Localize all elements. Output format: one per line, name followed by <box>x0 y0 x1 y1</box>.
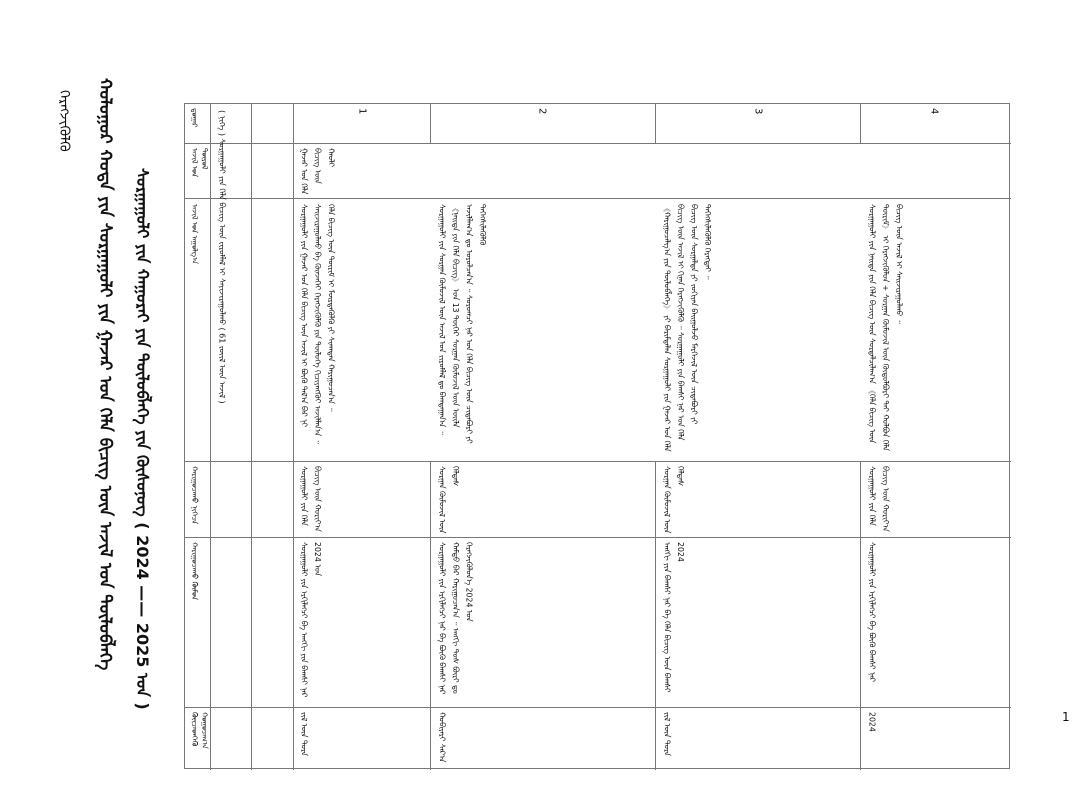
table-divider <box>185 537 1011 538</box>
row-unit: ᠰᠤᠷᠭᠠᠨ ᠬᠦᠮᠦᠵᠢᠯ ᠦᠨ ᠬᠡᠯᠲᠡᠰ <box>437 466 460 534</box>
header-person: ᠬᠠᠷᠢᠭᠤᠴᠠᠬᠤ ᠬᠦᠮᠦᠨ <box>190 542 199 600</box>
header-content: ᠠᠵᠢᠯ ᠤᠨ ᠠᠭᠤᠯᠭ᠎ᠠ <box>190 204 199 264</box>
row-time: ᠵᠢᠯ ᠦᠨ ᠳᠤᠷᠠ <box>662 712 672 756</box>
row-number: 4 <box>928 108 940 115</box>
row-time: ᠵᠢᠯ ᠦᠨ ᠳᠤᠷᠠ <box>299 712 309 756</box>
row-person: ᠰᠤᠷᠭᠠᠭᠤᠯᠢ ᠶᠢᠨ ᠡᠷᠬᠢᠯᠡᠭᠴᠢ ᠪᠠ ᠪᠦᠬᠦ ᠪᠠᠭᠰᠢ ᠨᠠᠷ <box>867 542 877 682</box>
work-plan-table <box>184 103 1010 769</box>
row-number: 2 <box>536 108 548 115</box>
row-number: 1 <box>356 108 368 115</box>
row-divider <box>430 461 431 770</box>
row-divider <box>860 104 861 144</box>
row-divider <box>655 461 656 770</box>
row-content: ᠰᠤᠷᠭᠠᠭᠤᠯᠢ ᠶᠢᠨ ᠭᠠᠵᠠᠷ ᠤᠨ ᠬᠡᠯᠡ ᠪᠢᠴᠢᠭ ᠦᠨ ᠠᠵᠢᠯ ᠢ ᠪᠦᠬᠦ ᠲᠠᠯ᠎ᠠ ᠪᠠᠷ ᠨᠢ ᠰᠠᠢᠵᠢᠷᠠᠭᠤᠯᠬᠤ ᠪᠠ ᠭᠦᠨᠵᠡᠭᠡᠢ ᠬᠡᠷᠡᠭᠵᠢᠭᠦᠯᠬᠦ ᠶᠢᠨ ᠲᠥᠯᠦᠭᠡ ᠬᠢᠴᠢᠶᠡᠩᠭᠦᠢ ᠠᠵᠢᠯᠯᠠᠨ᠎ᠠ ᠃ ᠬᠡᠯᠡ ᠪᠢᠴᠢᠭ ᠦᠨ ᠳᠦᠷᠢᠮ ᠢ ᠮᠦᠷᠳᠡᠭᠦᠯᠬᠦ ᠶᠢ ᠰᠢᠬᠠᠳᠠᠨ ᠬᠠᠷᠢᠭᠤᠴᠠᠨ᠎ᠠ ᠃ <box>299 204 336 444</box>
document-note: ᠬᠡᠷᠡᠭᠵᠢᠭᠦᠯᠬᠦ <box>56 90 72 152</box>
row-content: 《ᠬᠠᠷᠢᠭᠤᠴᠠᠯᠭ᠎ᠠ ᠶᠢᠨ ᠲᠥᠯᠥᠪᠯᠡᠭᠡ》 ᠶᠢ ᠪᠠᠷᠢᠮᠲᠠᠯᠠᠨ ᠰᠤᠷᠭᠠᠭᠤᠯᠢ ᠶᠢᠨ ᠭᠠᠵᠠᠷ ᠤᠨ ᠬᠡᠯᠡ ᠪᠢᠴᠢᠭ ᠦᠨ ᠠᠵᠢᠯ ᠢ ᠬᠢᠨᠠᠨ ᠬᠡᠷᠡᠭᠵᠢᠭᠦᠯᠬᠦ ᠃ ᠰᠤᠷᠭᠠᠭᠤᠯᠢ ᠶᠢᠨ ᠪᠠᠭᠰᠢ ᠨᠠᠷ ᠤᠨ ᠬᠡᠯᠡ ᠪᠢᠴᠢᠭ ᠦᠨ ᠰᠤᠷᠭᠠᠯᠲᠠ ᠶᠢ ᠵᠣᠬᠢᠶᠠᠨ ᠪᠠᠢᠭᠤᠯᠵᠤ ᠮᠡᠷᠭᠡᠵᠢᠯ ᠦᠨ ᠴᠢᠳᠠᠪᠤᠷᠢ ᠶᠢ ᠳᠡᠭᠡᠭᠰᠢᠯᠡᠭᠦᠯᠬᠦ ᠬᠡᠷᠡᠭᠲᠡᠢ ᠃ <box>662 204 712 452</box>
row-type <box>865 148 1007 196</box>
header-time: ᠭᠦᠢᠴᠡᠳᠬᠡᠬᠦ ᠬᠤᠭᠤᠴᠠᠭ᠎ᠠ <box>190 712 209 749</box>
header-type: ᠠᠵᠢᠯ ᠤᠨ ᠲᠥᠷᠥᠯ <box>190 148 209 178</box>
row-content: ᠰᠤᠷᠭᠠᠭᠤᠯᠢ ᠶᠢᠨ ᠨᠡᠢᠲᠡ ᠶᠢᠨ ᠬᠡᠯᠡ ᠪᠢᠴᠢᠭ ᠦᠨ ᠰᠤᠷᠲᠠᠯᠴᠢᠯᠠᠭ᠎ᠠ 《ᠬᠡᠯᠡ ᠪᠢᠴᠢᠭ ᠦᠨ ᠳᠦᠷᠢᠮ》 ᠢ ᠬᠡᠷᠡᠭᠵᠢᠭᠦᠯᠦᠨ + ᠰᠤᠷᠭᠠᠨ ᠬᠦᠮᠦᠵᠢᠯ ᠦᠨ ᠬᠥᠲᠥᠯᠪᠦᠷᠢ ᠲᠠᠢ ᠬᠣᠯᠪᠣᠨ ᠬᠡᠯᠡ ᠪᠢᠴᠢᠭ ᠦᠨ ᠠᠵᠢᠯ ᠢ ᠰᠠᠢᠵᠢᠷᠠᠭᠤᠯᠬᠤ ᠃ <box>867 204 904 451</box>
table-divider <box>293 104 294 770</box>
row-divider <box>430 104 431 144</box>
row-type: ᠭᠠᠵᠠᠷ ᠤᠨ ᠬᠡᠯᠡ ᠪᠢᠴᠢᠭ ᠦᠨ ᠬᠠᠤᠯᠢ <box>299 148 336 195</box>
row-person: ᠰᠤᠷᠭᠠᠭᠤᠯᠢ ᠶᠢᠨ ᠡᠷᠬᠢᠯᠡᠭᠴᠢ ᠨᠠᠷ ᠪᠠ ᠪᠦᠬᠦ ᠪᠠᠭᠰᠢ ᠨᠠᠷ ᠬᠠᠮᠲᠤ ᠪᠡᠷ ᠬᠠᠷᠢᠭᠤᠴᠠᠨ᠎ᠠ ᠃ ᠠᠩᠭᠢ ᠲᠤᠰ ᠪᠦᠷᠢ ᠳᠤ ᠬᠡᠷᠡᠭᠵᠢᠭᠦᠯᠦᠨ᠎ᠡ 2024 ᠣᠨ <box>437 542 474 695</box>
row-time: 2024 <box>867 712 877 732</box>
row-type <box>660 148 856 196</box>
table-divider <box>185 707 1011 708</box>
document-subtitle: ᠰᠤᠷᠭᠠᠭᠤᠯᠢ ᠶᠢᠨ ᠬᠠᠭᠤᠷᠠᠢ ᠶᠢᠨ ᠲᠥᠯᠥᠪᠯᠡᠭᠡ ᠶᠢᠨ ᠬᠦᠰᠦᠨᠦᠭ ( 2024 —— 2025 ᠣᠨ ) <box>133 168 152 710</box>
section-title: ( ᠨᠢᠭᠡ ) ᠰᠤᠷᠭᠠᠭᠤᠯᠢ ᠶᠢᠨ ᠬᠡᠯᠡ ᠪᠢᠴᠢᠭ ᠦᠨ ᠵᠢᠷᠤᠮᠯᠠᠯ ᠢ ᠰᠠᠶᠢᠵᠢᠷᠠᠭᠤᠯᠬᠤ ( 61 ᠵᠦᠢᠯ ᠦᠨ ᠠᠵᠢᠯ ) <box>217 110 227 404</box>
table-divider <box>210 104 211 770</box>
row-type <box>435 148 651 196</box>
table-divider <box>185 143 1011 144</box>
row-divider <box>860 461 861 770</box>
row-content: ᠰᠤᠷᠭᠠᠭᠤᠯᠢ ᠶᠢᠨ ᠰᠤᠷᠭᠠᠨ ᠬᠦᠮᠦᠵᠢᠯ ᠦᠨ ᠠᠵᠢᠯ ᠤᠨ ᠵᠢᠷᠤᠮᠯᠠᠯ ᠳᠤ ᠪᠠᠭᠲᠠᠭᠠᠨ᠎ᠠ ᠃ 《ᠨᠡᠢᠲᠡ ᠶᠢᠨ ᠬᠡᠯᠡ ᠪᠢᠴᠢᠭ》 ᠤᠨ 13 ᠳᠦᠭᠡᠷ ᠰᠤᠷᠭᠠᠨ ᠬᠦᠮᠦᠵᠢᠯ ᠦᠨ ᠦᠢᠯᠡ ᠠᠵᠢᠯᠯᠠᠭ᠎ᠠ ᠳᠤ ᠣᠷᠤᠯᠴᠠᠨ᠎ᠠ ᠃ ᠰᠤᠷᠤᠭᠴᠢ ᠨᠠᠷ ᠤᠨ ᠬᠡᠯᠡ ᠪᠢᠴᠢᠭ ᠦᠨ ᠴᠢᠳᠠᠪᠤᠷᠢ ᠶᠢ ᠳᠡᠭᠡᠭᠰᠢᠯᠡᠭᠦᠯᠬᠦ <box>437 204 487 444</box>
row-person: ᠠᠩᠭᠢ ᠶᠢᠨ ᠪᠠᠭᠰᠢ ᠨᠠᠷ ᠪᠠ ᠬᠡᠯᠡ ᠪᠢᠴᠢᠭ ᠦᠨ ᠪᠠᠭᠰᠢ 2024 <box>662 542 685 693</box>
header-unit: ᠬᠠᠷᠢᠭᠤᠴᠠᠬᠤ ᠨᠢᠭᠡᠴᠡ <box>190 466 199 525</box>
row-unit: ᠰᠤᠷᠭᠠᠭᠤᠯᠢ ᠶᠢᠨ ᠬᠡᠯᠡ ᠪᠢᠴᠢᠭ ᠦᠨ ᠬᠣᠷᠢᠶ᠎ᠠ <box>299 466 322 532</box>
header-number: ᠳ᠋ᠤᠭᠠᠷ <box>190 108 199 128</box>
table-divider <box>185 461 1011 462</box>
table-divider <box>185 198 1011 199</box>
row-time: ᠬᠤᠪᠢᠶᠠᠷᠢ ᠰᠠᠷ᠎ᠠ <box>437 712 447 763</box>
row-divider <box>655 104 656 144</box>
row-person: ᠰᠤᠷᠭᠠᠭᠤᠯᠢ ᠶᠢᠨ ᠡᠷᠬᠢᠯᠡᠭᠴᠢ ᠪᠠ ᠠᠩᠭᠢ ᠶᠢᠨ ᠪᠠᠭᠰᠢ ᠨᠠᠷ 2024 ᠣᠨ <box>299 542 322 698</box>
row-unit: ᠰᠤᠷᠭᠠᠨ ᠬᠦᠮᠦᠵᠢᠯ ᠦᠨ ᠬᠡᠯᠲᠡᠰ <box>662 466 685 534</box>
table-divider <box>251 104 252 770</box>
row-unit: ᠰᠤᠷᠭᠠᠭᠤᠯᠢ ᠶᠢᠨ ᠬᠡᠯᠡ ᠪᠢᠴᠢᠭ ᠦᠨ ᠬᠣᠷᠢᠶ᠎ᠠ <box>867 466 890 532</box>
document-title: ᠬᠤᠯᠤᠭᠤᠷ ᠬᠣᠲᠠ ᠶᠢᠨ ᠰᠤᠷᠭᠠᠭᠤᠯᠢ ᠶᠢᠨ ᠭᠠᠵᠠᠷ ᠤᠨ ᠬᠡᠯᠡ ᠪᠢᠴᠢᠭ ᠦᠨ ᠠᠵᠢᠯ ᠤᠨ ᠲᠥᠯᠥᠪᠯᠡᠭᠡ <box>95 78 115 671</box>
page-number: 1 <box>1062 710 1070 724</box>
row-number: 3 <box>752 108 764 115</box>
